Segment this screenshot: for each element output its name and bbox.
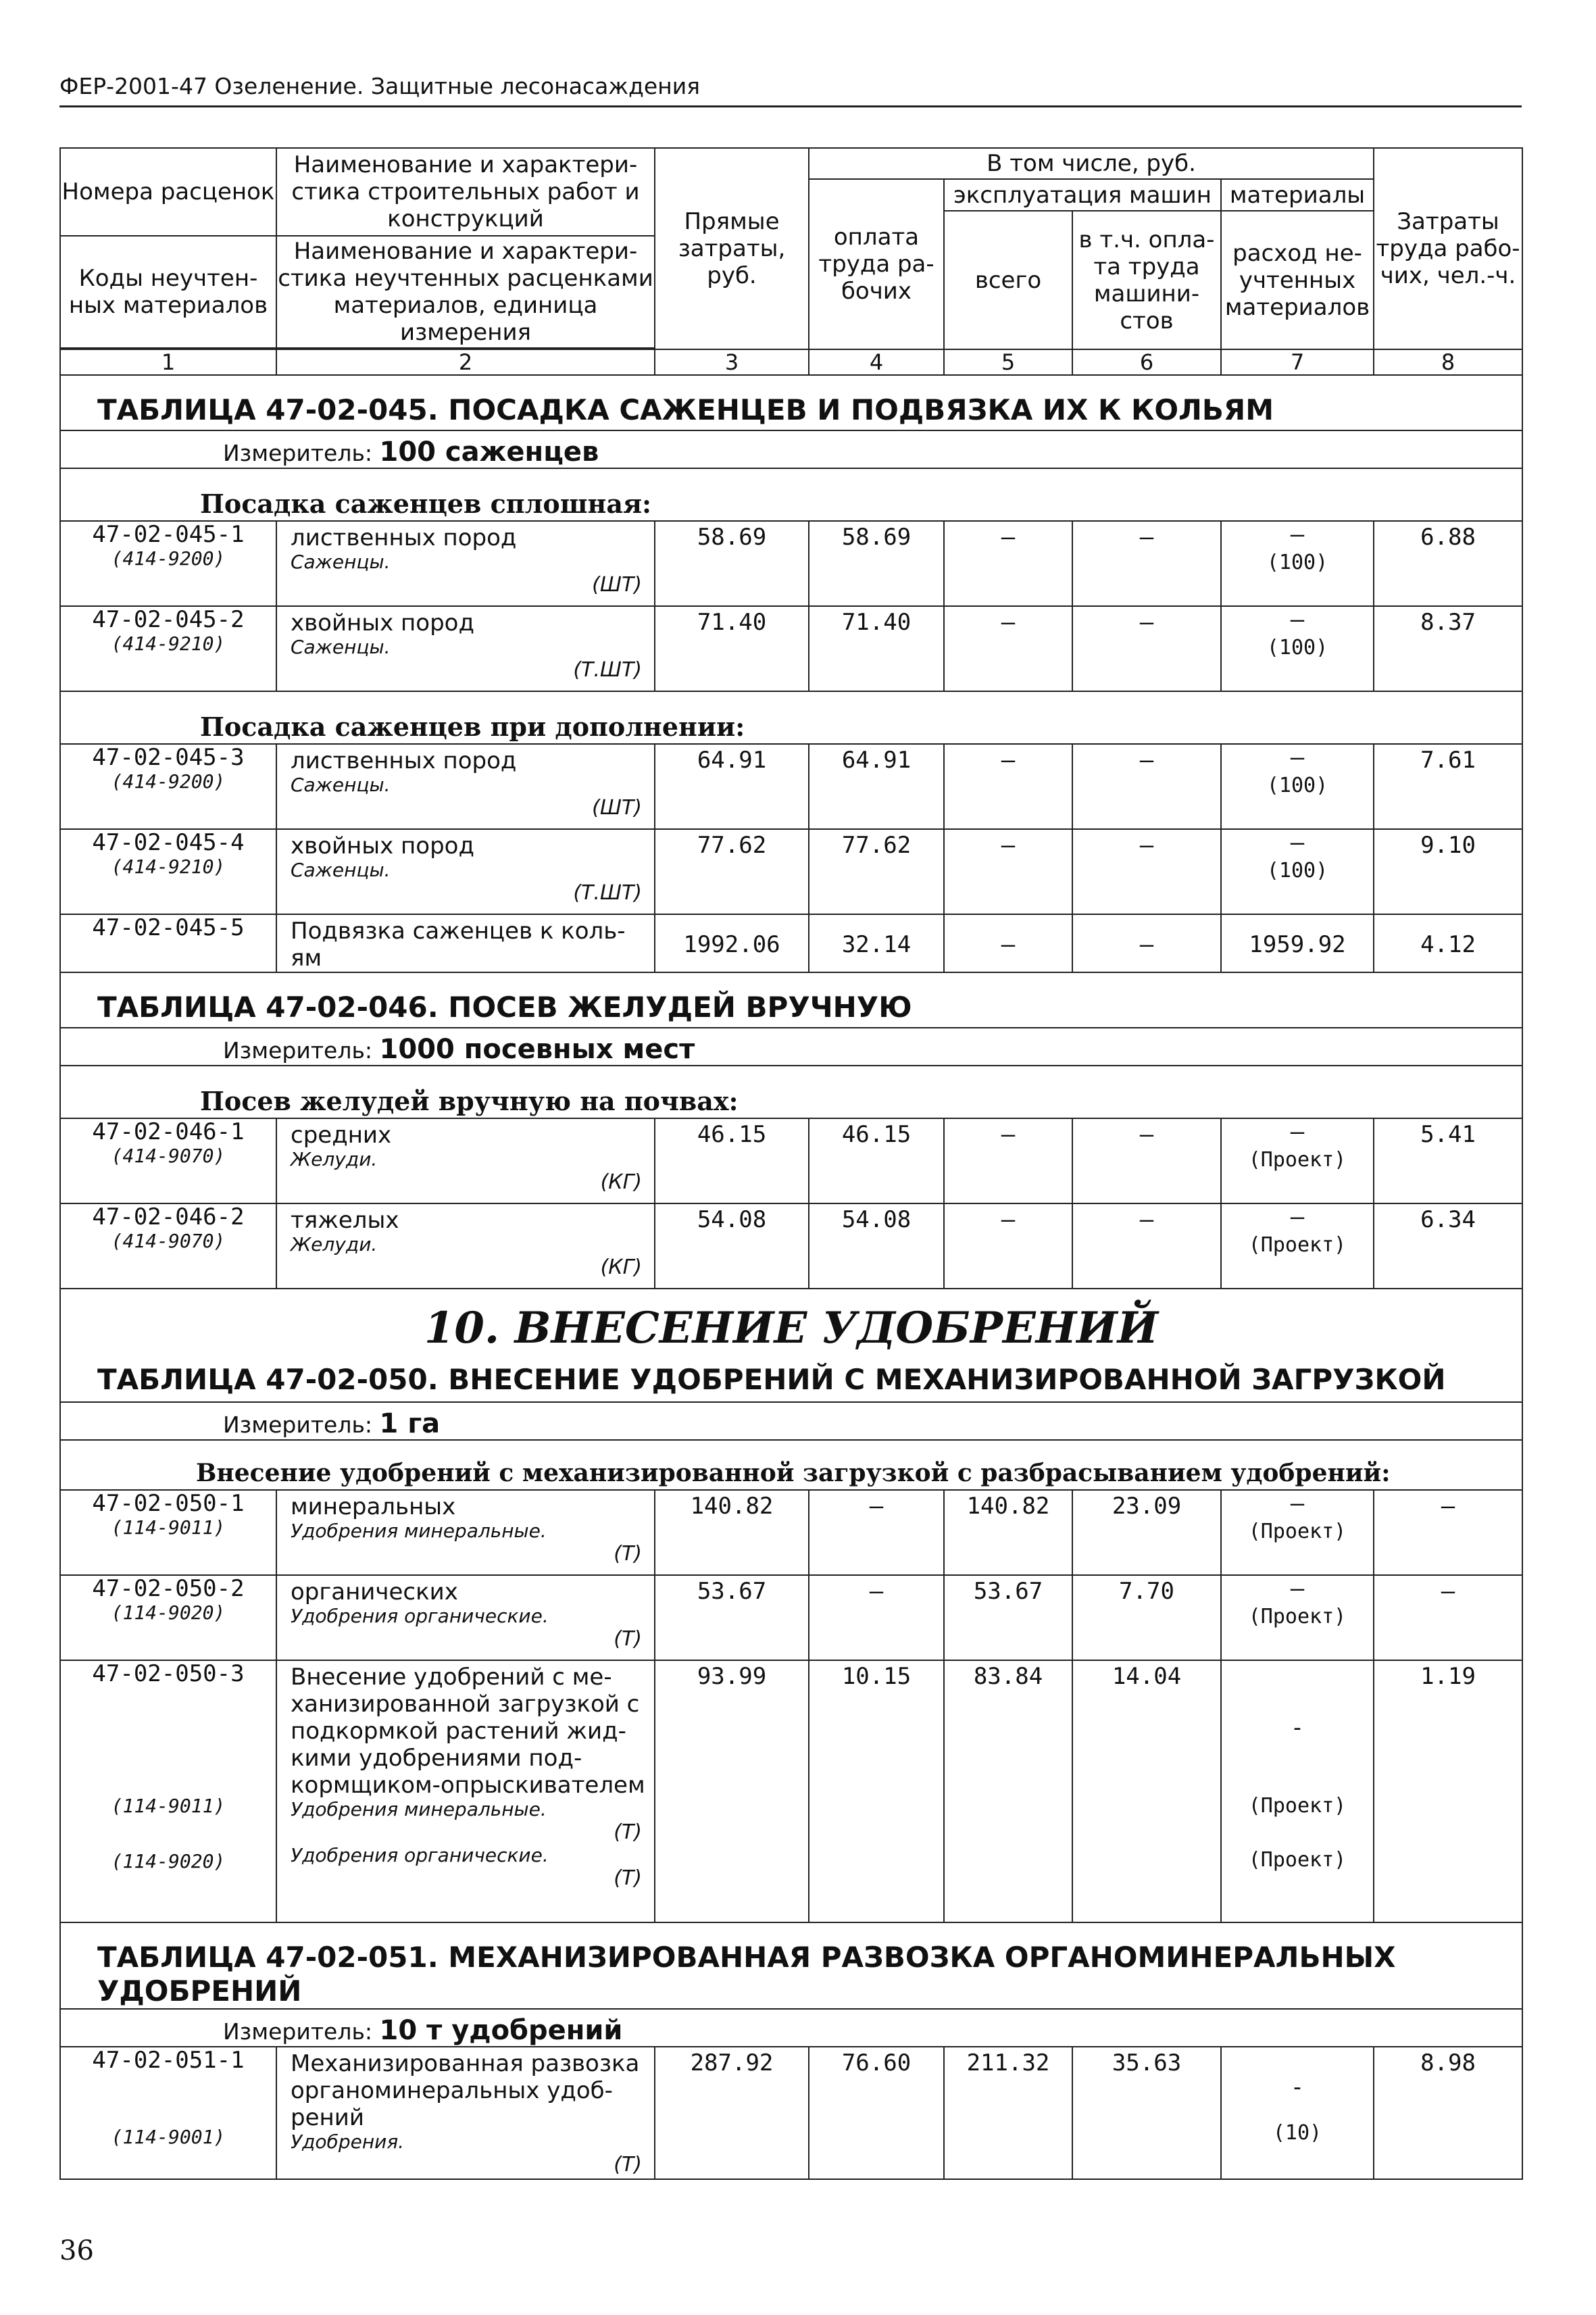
table-row	[60, 1490, 1522, 1575]
material-unit: (КГ)	[600, 1255, 642, 1279]
machinist-pay: –	[1072, 914, 1221, 972]
material-code: (414-9210)	[111, 855, 226, 878]
material-unit: (ШТ)	[592, 573, 642, 597]
materials-value: –	[1290, 606, 1305, 633]
material-code: (114-9011)	[111, 1795, 226, 1817]
machine-total: –	[944, 914, 1072, 972]
rate-code: 47-02-046-2	[92, 1203, 245, 1230]
machinist-pay: –	[1072, 1118, 1221, 1203]
worker-pay: 46.15	[809, 1118, 944, 1203]
col-num: 4	[809, 349, 944, 375]
measure-label: Измеритель:	[223, 1412, 380, 1438]
material-code: (414-9070)	[111, 1230, 226, 1252]
table-row	[60, 744, 1522, 829]
table-row	[60, 2047, 1522, 2179]
direct-costs: 287.92	[655, 2047, 809, 2179]
machinist-pay: 7.70	[1072, 1575, 1221, 1660]
materials-value: –	[1290, 521, 1305, 548]
machine-total: –	[944, 1118, 1072, 1203]
measure-value: 100 саженцев	[379, 437, 599, 468]
table-046-measure	[60, 1028, 1522, 1066]
material-unit: (Т.ШТ)	[573, 881, 642, 905]
rates-table	[59, 147, 1523, 2180]
material-consumption: (100)	[1266, 551, 1328, 574]
measure-value: 1000 посевных мест	[379, 1034, 695, 1065]
direct-costs: 71.40	[655, 606, 809, 691]
direct-costs: 140.82	[655, 1490, 809, 1575]
material-name: Удобрения минеральные.	[291, 1520, 547, 1542]
labor-costs: 6.34	[1374, 1203, 1522, 1289]
material-unit: (Т.ШТ)	[573, 658, 642, 682]
table-051-title: ТАБЛИЦА 47-02-051. МЕХАНИЗИРОВАННАЯ РАЗВОЗКА ОРГАНОМИНЕРАЛЬНЫХ УДОБРЕНИЙ	[60, 1922, 1522, 2009]
header-material-consumption: расход не-учтенных материалов	[1221, 211, 1374, 349]
table-row	[60, 914, 1522, 972]
work-name: минеральных	[291, 1493, 456, 1520]
header-material-names: Наименование и характери-стика неучтенных расценками материалов, единица измерения	[276, 236, 655, 348]
material-code: (414-9200)	[111, 770, 226, 793]
material-name: Саженцы.	[291, 859, 391, 881]
header-material-codes: Коды неучтен-ных материалов	[60, 236, 276, 348]
worker-pay: 58.69	[809, 521, 944, 606]
material-unit: (ШТ)	[592, 796, 642, 820]
material-name: Саженцы.	[291, 636, 391, 658]
direct-costs: 46.15	[655, 1118, 809, 1203]
table-row	[60, 829, 1522, 914]
material-unit: (КГ)	[600, 1170, 642, 1194]
material-unit: (Т)	[614, 2153, 642, 2176]
material-consumption: (100)	[1266, 859, 1328, 882]
material-name: Удобрения органические.	[291, 1605, 549, 1627]
table-row	[60, 1575, 1522, 1660]
direct-costs: 54.08	[655, 1203, 809, 1289]
header-including: В том числе, руб.	[809, 148, 1374, 179]
header-machine-total: всего	[944, 211, 1072, 349]
col-num: 2	[276, 349, 655, 375]
machine-total: 140.82	[944, 1490, 1072, 1575]
group-046: Посев желудей вручную на почвах:	[60, 1066, 1522, 1118]
labor-costs: 6.88	[1374, 521, 1522, 606]
worker-pay: 71.40	[809, 606, 944, 691]
worker-pay: 77.62	[809, 829, 944, 914]
direct-costs: 53.67	[655, 1575, 809, 1660]
material-consumption: (Проект)	[1248, 1520, 1347, 1543]
labor-costs: –	[1374, 1575, 1522, 1660]
material-consumption: (10)	[1272, 2121, 1322, 2145]
material-name: Удобрения.	[291, 2131, 405, 2153]
group-045-supplement: Посадка саженцев при дополнении:	[60, 691, 1522, 744]
work-name: Механизированная развозка органоминеральных удоб-рений	[291, 2050, 640, 2131]
materials-value: –	[1290, 1203, 1305, 1230]
table-row	[60, 1118, 1522, 1203]
material-code: (114-9001)	[111, 2126, 226, 2148]
table-050-title: ТАБЛИЦА 47-02-050. ВНЕСЕНИЕ УДОБРЕНИЙ С МЕХАНИЗИРОВАННОЙ ЗАГРУЗКОЙ	[60, 1353, 1522, 1402]
material-unit: (Т)	[614, 1627, 642, 1651]
direct-costs: 58.69	[655, 521, 809, 606]
machine-total: –	[944, 744, 1072, 829]
worker-pay: –	[809, 1490, 944, 1575]
labor-costs: 5.41	[1374, 1118, 1522, 1203]
worker-pay: 10.15	[809, 1660, 944, 1922]
column-numbers-row	[60, 349, 1522, 375]
rate-code: 47-02-045-2	[92, 606, 245, 633]
labor-costs: 4.12	[1374, 914, 1522, 972]
direct-costs: 1992.06	[655, 914, 809, 972]
rate-code: 47-02-046-1	[92, 1118, 245, 1145]
header-work-name: Наименование и характери-стика строительных работ и конструкций	[276, 148, 655, 236]
materials-value: –	[1290, 1575, 1305, 1602]
measure-value: 10 т удобрений	[379, 2015, 623, 2046]
labor-costs: 8.37	[1374, 606, 1522, 691]
header-direct-costs: Прямые затраты, руб.	[655, 148, 809, 349]
machinist-pay: 35.63	[1072, 2047, 1221, 2179]
material-code: (414-9200)	[111, 547, 226, 570]
header-machinist-pay: в т.ч. опла-та труда машини-стов	[1072, 211, 1221, 349]
machine-total: –	[944, 1203, 1072, 1289]
work-name: лиственных пород	[291, 524, 517, 551]
material-consumption: (Проект)	[1248, 1148, 1347, 1172]
group-050: Внесение удобрений с механизированной загрузкой с разбрасыванием удобрений:	[60, 1440, 1522, 1490]
group-045-solid: Посадка саженцев сплошная:	[60, 468, 1522, 521]
document-title: ФЕР-2001-47 Озеленение. Защитные лесонасаждения	[59, 73, 701, 99]
measure-label: Измеритель:	[223, 440, 380, 466]
machine-total: 211.32	[944, 2047, 1072, 2179]
work-name: тяжелых	[291, 1207, 399, 1234]
header-materials: материалы	[1221, 179, 1374, 211]
material-unit: (Т)	[614, 1866, 642, 1890]
labor-costs: 8.98	[1374, 2047, 1522, 2179]
material-code: (114-9020)	[111, 1850, 226, 1872]
materials-value: –	[1290, 1118, 1305, 1145]
work-name: хвойных пород	[291, 609, 474, 637]
materials-value: -	[1290, 2074, 1305, 2101]
materials-value: 1959.92	[1221, 914, 1374, 972]
table-051-measure	[60, 2009, 1522, 2047]
document-header	[59, 70, 1522, 107]
worker-pay: –	[809, 1575, 944, 1660]
table-046-title: ТАБЛИЦА 47-02-046. ПОСЕВ ЖЕЛУДЕЙ ВРУЧНУЮ	[60, 972, 1522, 1028]
machine-total: 53.67	[944, 1575, 1072, 1660]
work-name: лиственных пород	[291, 747, 517, 774]
table-row	[60, 1660, 1522, 1922]
worker-pay: 76.60	[809, 2047, 944, 2179]
material-consumption: (Проект)	[1248, 1794, 1347, 1818]
col-num: 3	[655, 349, 809, 375]
direct-costs: 77.62	[655, 829, 809, 914]
header-worker-pay: оплата труда ра-бочих	[809, 179, 944, 349]
material-consumption: (100)	[1266, 774, 1328, 797]
labor-costs: 7.61	[1374, 744, 1522, 829]
col-num: 7	[1221, 349, 1374, 375]
direct-costs: 64.91	[655, 744, 809, 829]
work-name: органических	[291, 1578, 458, 1605]
machinist-pay: –	[1072, 744, 1221, 829]
materials-value: -	[1290, 1714, 1305, 1741]
measure-label: Измеритель:	[223, 1037, 380, 1064]
rate-code: 47-02-045-5	[92, 914, 245, 941]
material-code: (114-9020)	[111, 1601, 226, 1624]
machinist-pay: –	[1072, 829, 1221, 914]
material-unit: (Т)	[614, 1820, 642, 1844]
col-num: 8	[1374, 349, 1522, 375]
table-045-measure	[60, 430, 1522, 468]
machinist-pay: 23.09	[1072, 1490, 1221, 1575]
col-num: 1	[60, 349, 276, 375]
material-consumption: (Проект)	[1248, 1605, 1347, 1628]
table-row	[60, 521, 1522, 606]
table-045-title: ТАБЛИЦА 47-02-045. ПОСАДКА САЖЕНЦЕВ И ПОДВЯЗКА ИХ К КОЛЬЯМ	[60, 375, 1522, 430]
material-consumption: (Проект)	[1248, 1848, 1347, 1872]
labor-costs: 1.19	[1374, 1660, 1522, 1922]
materials-value: –	[1290, 829, 1305, 856]
machinist-pay: 14.04	[1072, 1660, 1221, 1922]
table-row	[60, 606, 1522, 691]
material-name: Удобрения минеральные.	[291, 1798, 547, 1820]
machine-total: –	[944, 606, 1072, 691]
rate-code: 47-02-050-1	[92, 1490, 245, 1517]
worker-pay: 32.14	[809, 914, 944, 972]
page-number: 36	[59, 2235, 94, 2266]
material-code: (114-9011)	[111, 1516, 226, 1539]
work-name: Внесение удобрений с ме-ханизированной загрузкой с подкормкой растений жид-кими удобрениями под-кормщиком-опрыскивателем	[291, 1664, 645, 1799]
material-code: (414-9070)	[111, 1145, 226, 1167]
section-title: 10. ВНЕСЕНИЕ УДОБРЕНИЙ	[60, 1289, 1522, 1353]
header-machine-operation: эксплуатация машин	[944, 179, 1221, 211]
table-050-measure	[60, 1402, 1522, 1440]
rate-code: 47-02-045-3	[92, 744, 245, 771]
labor-costs: –	[1374, 1490, 1522, 1575]
worker-pay: 64.91	[809, 744, 944, 829]
col-num: 6	[1072, 349, 1221, 375]
measure-label: Измеритель:	[223, 2018, 380, 2045]
material-name: Саженцы.	[291, 774, 391, 796]
material-name: Желуди.	[291, 1148, 378, 1170]
rate-code: 47-02-050-3	[92, 1660, 245, 1687]
rate-code: 47-02-045-4	[92, 829, 245, 856]
material-name: Желуди.	[291, 1233, 378, 1255]
machinist-pay: –	[1072, 606, 1221, 691]
work-name: Подвязка саженцев к коль-ям	[291, 918, 626, 972]
direct-costs: 93.99	[655, 1660, 809, 1922]
machinist-pay: –	[1072, 1203, 1221, 1289]
materials-value: –	[1290, 744, 1305, 771]
machine-total: –	[944, 521, 1072, 606]
rate-code: 47-02-051-1	[92, 2047, 245, 2074]
rate-code: 47-02-050-2	[92, 1575, 245, 1602]
material-consumption: (100)	[1266, 636, 1328, 659]
material-consumption: (Проект)	[1248, 1233, 1347, 1257]
col-num: 5	[944, 349, 1072, 375]
material-unit: (Т)	[614, 1542, 642, 1566]
material-name: Саженцы.	[291, 551, 391, 573]
table-row	[60, 1203, 1522, 1289]
machinist-pay: –	[1072, 521, 1221, 606]
labor-costs: 9.10	[1374, 829, 1522, 914]
work-name: хвойных пород	[291, 832, 474, 860]
materials-value: –	[1290, 1490, 1305, 1517]
worker-pay: 54.08	[809, 1203, 944, 1289]
material-code: (414-9210)	[111, 632, 226, 655]
machine-total: 83.84	[944, 1660, 1072, 1922]
header-labor-costs: Затраты труда рабо-чих, чел.-ч.	[1374, 148, 1522, 349]
machine-total: –	[944, 829, 1072, 914]
work-name: средних	[291, 1122, 392, 1149]
material-name: Удобрения органические.	[291, 1844, 549, 1866]
header-rate-numbers: Номера расценок	[60, 148, 276, 236]
rate-code: 47-02-045-1	[92, 521, 245, 548]
measure-value: 1 га	[379, 1408, 441, 1439]
